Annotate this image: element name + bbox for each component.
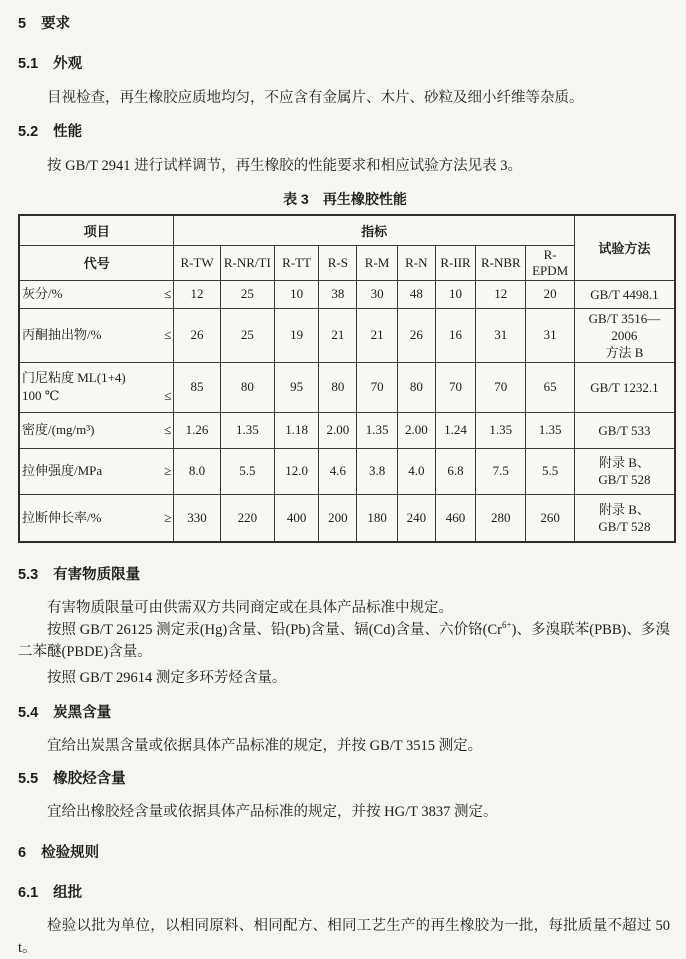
value-cell: 1.35 (357, 412, 397, 448)
row-label-cell (19, 494, 174, 542)
method-cell (574, 448, 675, 494)
value-cell: 260 (526, 494, 574, 542)
section-number: 6 (18, 845, 27, 861)
section-number: 5 (18, 16, 27, 32)
header-code-rnbr: R-NBR (476, 245, 526, 280)
method-line-1: 附录 B、 (598, 501, 650, 517)
value-cell: 16 (435, 308, 475, 362)
value-cell: 19 (275, 308, 319, 362)
section-heading-5 (18, 14, 672, 34)
section-number: 5.3 (18, 567, 39, 583)
value-cell: 1.35 (476, 412, 526, 448)
method-line-1: 附录 B、 (598, 455, 650, 470)
value-cell: 21 (319, 308, 357, 362)
table-row-elongation (19, 494, 675, 542)
value-cell: 5.5 (220, 448, 274, 494)
method-line-2: 方法 B (605, 344, 644, 360)
value-cell: 38 (319, 280, 357, 308)
comparison-operator: ≥ (164, 463, 172, 478)
row-label: 密度/(mg/m³) (22, 422, 95, 437)
section-number: 5.2 (18, 124, 39, 140)
header-code-rnrti: R-NR/TI (220, 245, 274, 280)
method-cell: GB/T 4498.1 (574, 280, 675, 308)
paragraph-appearance: 目视检查，再生橡胶应质地均匀，不应含有金属片、木片、砂粒及细小纤维等杂质。 (47, 90, 584, 106)
section-title: 外观 (53, 56, 83, 72)
section-heading-5-1 (18, 54, 672, 74)
comparison-operator: ≤ (164, 388, 172, 403)
value-cell: 7.5 (476, 448, 526, 494)
table-caption: 表 3 再生橡胶性能 (283, 191, 407, 207)
header-code-rtt: R-TT (275, 245, 319, 280)
section-heading-5-2 (18, 122, 672, 142)
section-number: 5.5 (18, 771, 39, 787)
paragraph-hazard-1: 有害物质限量可由供需双方共同商定或在具体产品标准中规定。 (47, 600, 453, 616)
section-title: 性能 (53, 124, 83, 140)
value-cell: 25 (220, 308, 274, 362)
value-cell: 240 (397, 494, 435, 542)
hazard-text-pre: 按照 GB/T 26125 测定汞(Hg)含量、铅(Pb)含量、镉(Cd)含量、六价铬(Cr (47, 622, 503, 638)
comparison-operator: ≤ (164, 327, 172, 342)
value-cell: 330 (174, 494, 220, 542)
value-cell: 12 (174, 280, 220, 308)
section-title: 要求 (41, 16, 71, 32)
value-cell: 70 (435, 362, 475, 412)
value-cell: 70 (476, 362, 526, 412)
value-cell: 1.35 (220, 412, 274, 448)
value-cell: 21 (357, 308, 397, 362)
table-row-tensile-strength (19, 448, 675, 494)
paragraph-rubber-hydrocarbon: 宜给出橡胶烃含量或依据具体产品标准的规定，并按 HG/T 3837 测定。 (47, 804, 498, 820)
value-cell: 460 (435, 494, 475, 542)
table-row-mooney-viscosity (19, 362, 675, 412)
table-row-acetone-extract (19, 308, 675, 362)
section-heading-5-3 (18, 565, 672, 585)
value-cell: 25 (220, 280, 274, 308)
section-heading-5-4 (18, 703, 672, 723)
value-cell: 280 (476, 494, 526, 542)
value-cell: 12 (476, 280, 526, 308)
comparison-operator: ≤ (164, 422, 172, 437)
value-cell: 2.00 (319, 412, 357, 448)
value-cell: 31 (476, 308, 526, 362)
paragraph-hazard-2 (18, 619, 672, 663)
value-cell: 70 (357, 362, 397, 412)
header-code-rn: R-N (397, 245, 435, 280)
row-label: 拉伸强度/MPa (22, 463, 103, 478)
value-cell: 1.26 (174, 412, 220, 448)
header-test-method: 试验方法 (574, 215, 675, 280)
table-row-ash (19, 280, 675, 308)
value-cell: 31 (526, 308, 574, 362)
performance-table (18, 214, 676, 543)
value-cell: 48 (397, 280, 435, 308)
value-cell: 20 (526, 280, 574, 308)
row-label: 丙酮抽出物/% (22, 327, 102, 342)
value-cell: 6.8 (435, 448, 475, 494)
section-heading-6-1 (18, 883, 672, 903)
header-code-rm: R-M (357, 245, 397, 280)
chromium-superscript: 6+ (502, 620, 512, 631)
value-cell: 26 (174, 308, 220, 362)
section-number: 5.4 (18, 705, 39, 721)
value-cell: 10 (435, 280, 475, 308)
comparison-operator: ≥ (164, 509, 172, 525)
value-cell: 30 (357, 280, 397, 308)
value-cell: 3.8 (357, 448, 397, 494)
section-number: 5.1 (18, 56, 39, 72)
row-label-line-2: 100 ℃ (22, 388, 60, 403)
value-cell: 1.35 (526, 412, 574, 448)
header-code-rs: R-S (319, 245, 357, 280)
value-cell: 8.0 (174, 448, 220, 494)
row-label: 拉断伸长率/% (22, 509, 102, 525)
hazard-text-post: )、多溴联苯(PBB)、多溴二苯醚(PBDE)含量。 (18, 622, 670, 660)
value-cell: 65 (526, 362, 574, 412)
header-code-riir: R-IIR (435, 245, 475, 280)
table-row-density (19, 412, 675, 448)
value-cell: 4.0 (397, 448, 435, 494)
section-title: 组批 (53, 885, 83, 901)
section-title: 有害物质限量 (53, 567, 141, 583)
value-cell: 220 (220, 494, 274, 542)
paragraph-performance: 按 GB/T 2941 进行试样调节，再生橡胶的性能要求和相应试验方法见表 3。 (47, 158, 523, 174)
value-cell: 400 (275, 494, 319, 542)
method-cell: GB/T 533 (574, 412, 675, 448)
method-cell: GB/T 1232.1 (574, 362, 675, 412)
value-cell: 1.24 (435, 412, 475, 448)
value-cell: 12.0 (275, 448, 319, 494)
header-code-repdm: R-EPDM (526, 245, 574, 280)
paragraph-batching: 检验以批为单位，以相同原料、相同配方、相同工艺生产的再生橡胶为一批，每批质量不超过 50 t。 (18, 918, 670, 956)
value-cell: 10 (275, 280, 319, 308)
method-line-1: GB/T 3516—2006 (588, 310, 661, 343)
section-title: 橡胶烃含量 (53, 771, 126, 787)
paragraph-hazard-3: 按照 GB/T 29614 测定多环芳烃含量。 (47, 670, 287, 686)
method-line-2: GB/T 528 (598, 472, 651, 487)
section-title: 检验规则 (41, 845, 100, 861)
row-label-cell (19, 412, 174, 448)
section-heading-6 (18, 843, 672, 863)
value-cell: 1.18 (275, 412, 319, 448)
value-cell: 180 (357, 494, 397, 542)
row-label-cell (19, 280, 174, 308)
value-cell: 80 (397, 362, 435, 412)
value-cell: 200 (319, 494, 357, 542)
paragraph-carbon-black: 宜给出炭黑含量或依据具体产品标准的规定，并按 GB/T 3515 测定。 (47, 738, 483, 754)
header-code: 代号 (19, 245, 174, 280)
section-number: 6.1 (18, 885, 39, 901)
method-cell (574, 308, 675, 362)
row-label-cell (19, 448, 174, 494)
row-label: 门尼粘度 ML(1+4) (22, 370, 126, 385)
value-cell: 26 (397, 308, 435, 362)
table-header-row-1 (19, 215, 675, 245)
value-cell: 4.6 (319, 448, 357, 494)
value-cell: 2.00 (397, 412, 435, 448)
method-line-2: GB/T 528 (598, 518, 651, 534)
value-cell: 5.5 (526, 448, 574, 494)
row-label-cell (19, 308, 174, 362)
header-code-rtw: R-TW (174, 245, 220, 280)
header-indicator: 指标 (174, 215, 574, 245)
value-cell: 85 (174, 362, 220, 412)
comparison-operator: ≤ (164, 286, 172, 301)
value-cell: 80 (319, 362, 357, 412)
value-cell: 80 (220, 362, 274, 412)
value-cell: 95 (275, 362, 319, 412)
header-item: 项目 (19, 215, 174, 245)
row-label-cell (19, 362, 174, 412)
section-heading-5-5 (18, 769, 672, 789)
section-title: 炭黑含量 (53, 705, 112, 721)
method-cell (574, 494, 675, 542)
row-label: 灰分/% (22, 286, 63, 301)
